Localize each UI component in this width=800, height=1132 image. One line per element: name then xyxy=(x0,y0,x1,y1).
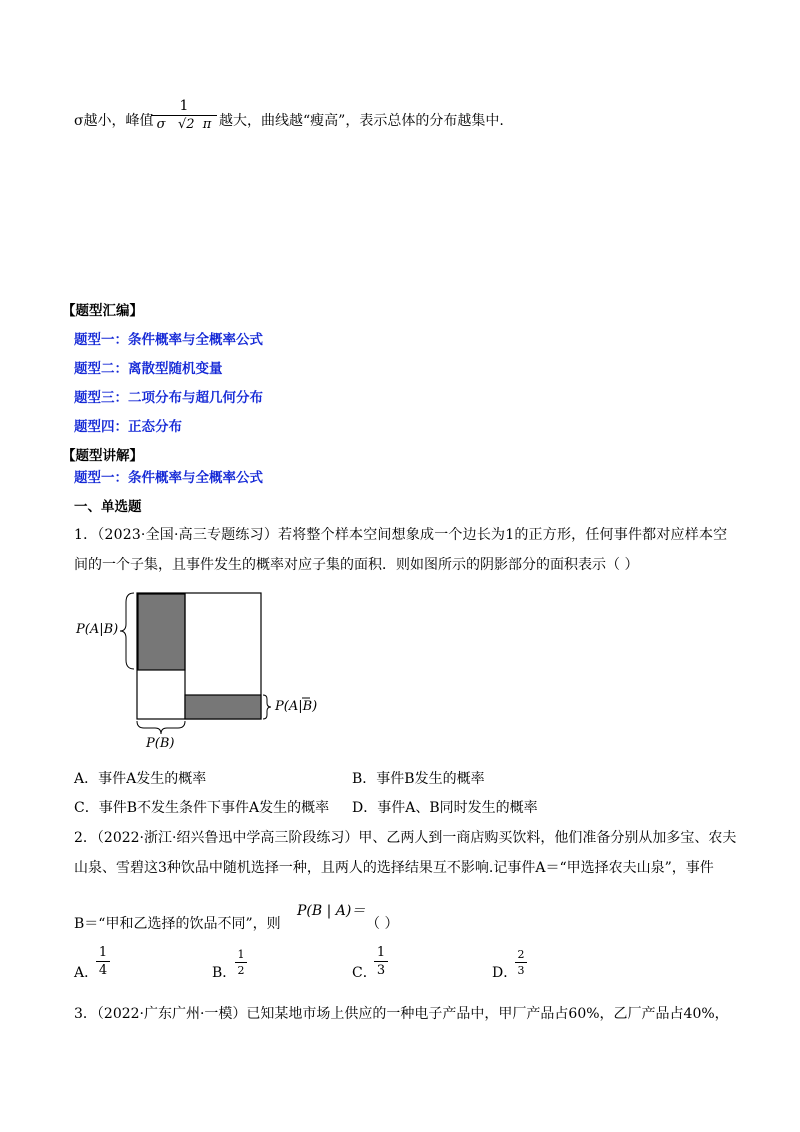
q2-option-c-den: 3 xyxy=(376,963,386,978)
toc-heading: 【题型汇编】 xyxy=(62,303,143,319)
q2-line-3-post: （ ） xyxy=(366,916,399,932)
q2-line-3-pre: B＝“甲和乙选择的饮品不同”，则 xyxy=(74,916,281,932)
lecture-heading: 【题型讲解】 xyxy=(62,448,143,464)
q2-option-a-fraction[interactable] xyxy=(96,945,110,978)
q2-option-b-num: 1 xyxy=(237,948,245,961)
section-title: 一、单选题 xyxy=(74,499,142,515)
q2-option-c-num: 1 xyxy=(376,945,386,960)
fraction-bar xyxy=(151,115,217,116)
bottom-brace xyxy=(137,721,185,734)
q1-line-1: 1．（2023·全国·高三专题练习）若将整个样本空间想象成一个边长为1的正方形，任何事件都对应样本空 xyxy=(74,527,728,543)
label-p-a-given-b: P(A|B) xyxy=(76,622,119,637)
peak-fraction xyxy=(151,98,217,132)
shaded-region-bottom xyxy=(185,695,261,719)
q1-option-d[interactable]: D．事件A、B同时发生的概率 xyxy=(352,800,538,816)
q2-option-b-den: 2 xyxy=(237,964,245,977)
toc-item-2[interactable]: 题型二：离散型随机变量 xyxy=(74,361,223,377)
fraction-bar xyxy=(515,962,527,963)
q2-option-b-fraction[interactable] xyxy=(235,948,247,977)
intro-text-pre: σ越小，峰值 xyxy=(74,113,154,129)
toc-item-3[interactable]: 题型三：二项分布与超几何分布 xyxy=(74,390,263,406)
peak-numerator: 1 xyxy=(179,98,189,114)
q2-option-c-fraction[interactable] xyxy=(374,945,388,978)
peak-denominator: σ √2 π xyxy=(156,117,212,132)
right-brace xyxy=(263,695,271,719)
q2-option-d-num: 2 xyxy=(517,948,525,961)
q2-expression: P(B | A)＝ xyxy=(297,903,366,919)
toc-item-4[interactable]: 题型四：正态分布 xyxy=(74,419,182,435)
q2-option-b-letter[interactable]: B． xyxy=(212,965,237,981)
q2-line-1: 2．（2022·浙江·绍兴鲁迅中学高三阶段练习）甲、乙两人到一商店购买饮料，他们准备分别从加多宝、农夫 xyxy=(74,830,737,846)
q2-option-d-den: 3 xyxy=(517,964,525,977)
q2-line-2: 山泉、雪碧这3种饮品中随机选择一种，且两人的选择结果互不影响.记事件A＝“甲选择农夫山泉”，事件 xyxy=(74,860,714,876)
q2-option-a-num: 1 xyxy=(98,945,108,960)
shaded-region-top xyxy=(138,594,185,670)
q1-option-c[interactable]: C．事件B不发生条件下事件A发生的概率 xyxy=(74,800,330,816)
q1-option-b[interactable]: B．事件B发生的概率 xyxy=(352,771,485,787)
q2-option-c-letter[interactable]: C． xyxy=(352,965,377,981)
q2-option-a-den: 4 xyxy=(98,963,108,978)
label-p-a-given-not-b: P(A|B) xyxy=(275,699,318,714)
label-p-b: P(B) xyxy=(146,736,175,751)
q1-line-2: 间的一个子集，且事件发生的概率对应子集的面积．则如图所示的阴影部分的面积表示（ ） xyxy=(74,557,639,573)
lecture-topic: 题型一：条件概率与全概率公式 xyxy=(74,470,263,486)
q3-line-1: 3．（2022·广东广州·一模）已知某地市场上供应的一种电子产品中，甲厂产品占60%，乙厂产品占40%， xyxy=(74,1006,729,1022)
fraction-bar xyxy=(96,961,110,962)
intro-text-post: 越大，曲线越“瘦高”，表示总体的分布越集中. xyxy=(219,113,504,129)
q1-option-a[interactable]: A．事件A发生的概率 xyxy=(74,771,207,787)
fraction-bar xyxy=(374,961,388,962)
outer-square xyxy=(137,593,261,719)
left-brace xyxy=(120,593,134,669)
fraction-bar xyxy=(235,962,247,963)
q2-option-a-letter[interactable]: A． xyxy=(74,965,99,981)
q2-option-d-fraction[interactable] xyxy=(515,948,527,977)
q2-option-d-letter[interactable]: D． xyxy=(492,965,518,981)
toc-item-1[interactable]: 题型一：条件概率与全概率公式 xyxy=(74,332,263,348)
